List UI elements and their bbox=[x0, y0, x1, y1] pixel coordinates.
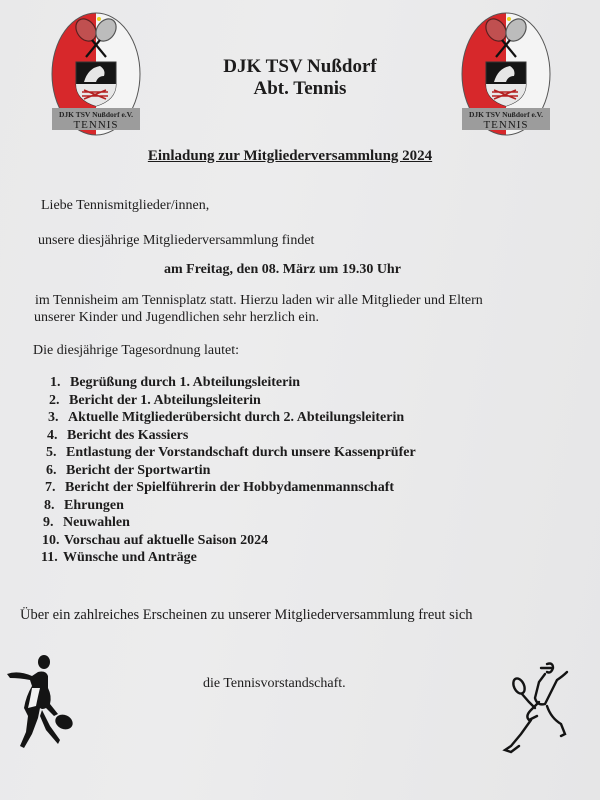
greeting: Liebe Tennismitglieder/innen, bbox=[41, 198, 210, 213]
document-title: Einladung zur Mitgliederversammlung 2024 bbox=[147, 148, 433, 164]
svg-text:DJK TSV Nußdorf e.V.: DJK TSV Nußdorf e.V. bbox=[469, 110, 543, 119]
closing-text: Über ein zahlreiches Erscheinen zu unserer Mitgliederversammlung freut sich bbox=[20, 607, 473, 623]
agenda-intro: Die diesjährige Tagesordnung lautet: bbox=[33, 343, 239, 358]
intro-text: unsere diesjährige Mitgliederversammlung findet bbox=[38, 233, 315, 248]
svg-text:TENNIS: TENNIS bbox=[73, 119, 119, 131]
male-tennis-player-icon bbox=[495, 654, 575, 764]
svg-text:TENNIS: TENNIS bbox=[483, 119, 529, 131]
location-line-1: im Tennisheim am Tennisplatz statt. Hierzu laden wir alle Mitglieder und Eltern bbox=[35, 293, 483, 308]
department-name: Abt. Tennis bbox=[253, 78, 347, 99]
female-tennis-player-icon bbox=[2, 648, 82, 758]
agenda-item: 8. Ehrungen bbox=[44, 497, 124, 513]
agenda-item: 1. Begrüßung durch 1. Abteilungsleiterin bbox=[50, 375, 301, 390]
agenda-item: 3. Aktuelle Mitgliederübersicht durch 2. Abteilungsleiterin bbox=[48, 410, 405, 425]
agenda-item: 9. Neuwahlen bbox=[43, 515, 130, 530]
club-header bbox=[0, 56, 600, 100]
agenda-item: 5. Entlastung der Vorstandschaft durch unsere Kassenprüfer bbox=[46, 445, 416, 460]
svg-text:DJK TSV Nußdorf e.V.: DJK TSV Nußdorf e.V. bbox=[59, 110, 133, 119]
club-name: DJK TSV Nußdorf bbox=[223, 56, 377, 77]
agenda-item: 2. Bericht der 1. Abteilungsleiterin bbox=[49, 392, 261, 408]
agenda-item: 6. Bericht der Sportwartin bbox=[46, 462, 211, 478]
signature: die Tennisvorstandschaft. bbox=[203, 676, 346, 691]
agenda-item: 11. Wünsche und Anträge bbox=[41, 550, 197, 565]
date-line: am Freitag, den 08. März um 19.30 Uhr bbox=[164, 262, 401, 277]
agenda-item: 4. Bericht des Kassiers bbox=[47, 427, 189, 443]
location-line-2: unserer Kinder und Jugendlichen sehr herzlich ein. bbox=[34, 310, 319, 325]
agenda-list bbox=[40, 374, 416, 567]
agenda-item: 10. Vorschau auf aktuelle Saison 2024 bbox=[42, 532, 269, 548]
agenda-item: 7. Bericht der Spielführerin der Hobbydamenmannschaft bbox=[45, 480, 395, 495]
